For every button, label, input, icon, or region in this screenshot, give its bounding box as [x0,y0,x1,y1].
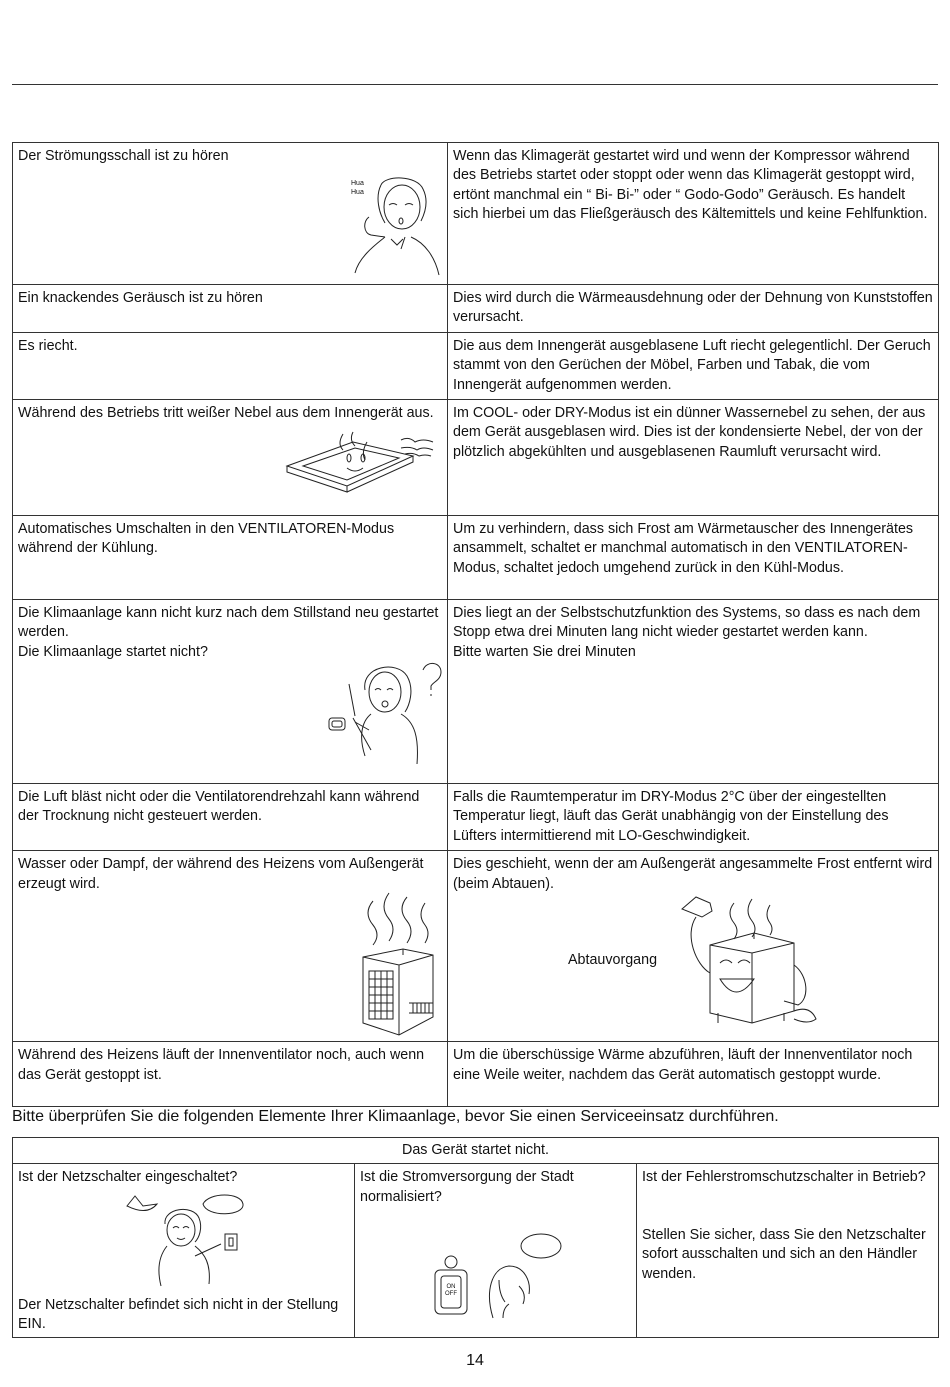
check-question: Ist der Netzschalter eingeschaltet? [18,1169,238,1186]
symptom-text: Der Strömungsschall ist zu hören [18,148,229,164]
symptom-text: Während des Heizens läuft der Innenventilator noch, auch wenn das Gerät gestoppt ist. [18,1047,425,1083]
table-row [13,600,939,784]
check-cell [355,1164,637,1338]
troubleshooting-table [12,142,939,1107]
table-row [13,516,939,600]
symptom-text: Während des Betriebs tritt weißer Nebel aus dem Innengerät aus. [18,405,434,422]
symptom-text: Automatisches Umschalten in den VENTILATOREN-Modus während der Kühlung. [18,521,395,557]
person-with-breaker-illustration [433,1232,563,1322]
symptom-cell [13,285,448,333]
symptom-text: Wasser oder Dampf, der während des Heizens vom Außengerät erzeugt wird. [18,856,424,892]
sound-label: Hua Hua [351,180,364,196]
symptom-cell [13,1042,448,1107]
check-note: Der Netzschalter befindet sich nicht in der Stellung EIN. [18,1296,339,1332]
check-question: Ist der Fehlerstromschutzschalter in Betrieb? [642,1169,926,1186]
explanation-cell [448,516,939,600]
symptom-text: Die Klimaanlage kann nicht kurz nach dem Stillstand neu gestartet werden. Die Klimaanlage startet nicht? [18,605,439,660]
symptom-cell [13,516,448,600]
smiling-outdoor-unit-illustration [674,895,834,1029]
explanation-cell [448,143,939,285]
symptom-cell [13,332,448,399]
explanation-text: Falls die Raumtemperatur im DRY-Modus 2°C über der eingestellten Temperatur liegt, läuft das Gerät unabhängig von der Einstellung des Lüfters intermittierend mit LO-Geschwindigkeit. [453,789,889,844]
check-question: Ist die Stromversorgung der Stadt normalisiert? [360,1169,574,1205]
table-row [13,143,939,285]
symptom-cell [13,400,448,516]
header-rule [12,84,938,85]
symptom-cell [13,143,448,285]
page-number: 14 [466,1352,484,1369]
symptom-text: Es riecht. [18,337,78,354]
explanation-text: Dies liegt an der Selbstschutzfunktion des Systems, so dass es nach dem Stopp etwa drei Minuten lang nicht wieder gestartet werden kann. Bitte warten Sie drei Minuten [453,605,921,660]
person-listening-illustration [345,177,445,279]
table-row [13,1042,939,1107]
symptom-text: Die Luft bläst nicht oder die Ventilatorendrehzahl kann während der Trocknung nicht gesteuert werden. [18,789,420,825]
outdoor-unit-steam-illustration [353,891,449,1037]
explanation-text: Im COOL- oder DRY-Modus ist ein dünner Wassernebel zu sehen, der aus dem Gerät ausgeblasen wird. Dies ist der kondensierte Nebel, der von der plötzlich abgekühlten und ausgeblasenen Raumluft verursacht wird. [453,405,926,460]
person-at-switch-illustration [125,1194,245,1290]
table-header-row [13,1138,939,1164]
table-row [13,851,939,1042]
symptom-cell [13,784,448,851]
explanation-cell [448,285,939,333]
table-row [13,332,939,399]
explanation-cell [448,784,939,851]
check-cell [637,1164,939,1338]
table-row [13,1164,939,1338]
symptom-cell [13,851,448,1042]
defrost-label: Abtauvorgang [568,952,658,969]
table-row [13,784,939,851]
explanation-text: Dies geschieht, wenn der am Außengerät angesammelte Frost entfernt wird (beim Abtauen). [453,856,933,892]
explanation-text: Wenn das Klimagerät gestartet wird und wenn der Kompressor während des Betriebs startet oder stoppt oder wenn das Klimagerät gestoppt wird, ertönt manchmal ein “ Bi- Bi-” oder “ Godo-Godo” Geräusch. Es handelt sich hierbei um das Fließgeräusch des Kältemittels und keine Fehlfunktion. [453,148,928,223]
check-table-header: Das Gerät startet nicht. [13,1138,939,1164]
indoor-unit-mist-illustration [283,422,443,502]
explanation-cell [448,400,939,516]
explanation-cell [448,332,939,399]
check-note: Stellen Sie sicher, dass Sie den Netzschalter sofort ausschalten und sich an den Händler wenden. [642,1226,926,1282]
explanation-cell [448,851,939,1042]
table-row [13,400,939,516]
explanation-text: Dies wird durch die Wärmeausdehnung oder der Dehnung von Kunststoffen verursacht. [453,290,933,326]
symptom-cell [13,600,448,784]
check-cell [13,1164,355,1338]
switch-on-label: ON [446,1284,456,1291]
switch-off-label: OFF [445,1291,457,1298]
explanation-text: Die aus dem Innengerät ausgeblasene Luft riecht gelegentlichl. Der Geruch stammt von den Gerüchen der Möbel, Farben und Tabak, die vom Innengerät aufgenommen werden. [453,337,931,393]
symptom-text: Ein knackendes Geräusch ist zu hören [18,290,263,306]
check-intro-text: Bitte überprüfen Sie die folgenden Elemente Ihrer Klimaanlage, bevor Sie einen Serviceeinsatz durchführen. [12,1108,779,1125]
table-row [13,285,939,333]
pre-service-check-table [12,1137,939,1338]
explanation-cell [448,1042,939,1107]
person-with-remote-illustration [325,660,443,772]
explanation-text: Um die überschüssige Wärme abzuführen, läuft der Innenventilator noch eine Weile weiter, nachdem das Gerät automatisch gestoppt wurde. [453,1047,913,1083]
explanation-cell [448,600,939,784]
explanation-text: Um zu verhindern, dass sich Frost am Wärmetauscher des Innengerätes ansammelt, schaltet er manchmal automatisch in den VENTILATOREN-Modus, schaltet jedoch umgehend zurück in den Kühl-Modus. [453,521,914,576]
